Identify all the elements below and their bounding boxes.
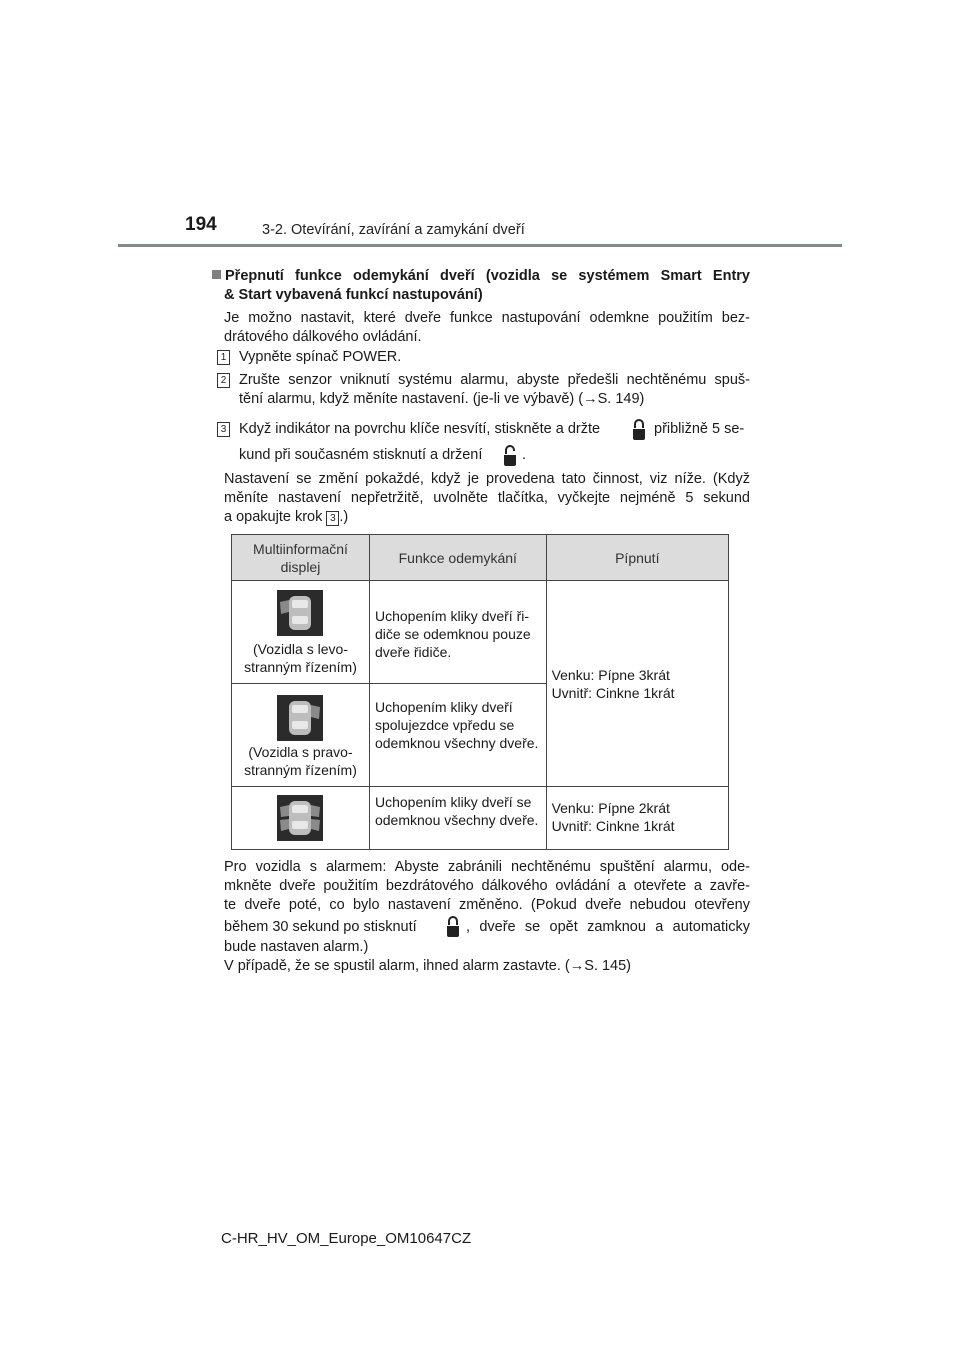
step-3-text-a: Když indikátor na povrchu klíče nesvítí, stiskněte a držte: [239, 421, 601, 437]
car-passenger-door-icon: [277, 695, 323, 741]
beep-cell-1: Venku: Pípne 3krát Uvnitř: Cinkne 1krát: [546, 581, 728, 787]
display-cell-rhd: (Vozidla s pravo-stranným řízením): [232, 684, 370, 787]
alarm-text-4a: během 30 sekund po stisknutí: [224, 919, 417, 935]
note-text-cont: měníte nastavení nepřetržitě, uvolněte tlačítka, vyčkejte nejméně 5 sekund: [224, 490, 750, 506]
alarm-text-2: mkněte dveře použitím bezdrátového dálkového ovládání a otevřete a zavře-: [224, 878, 750, 894]
function-cell-driver: Uchopením kliky dveří ři-diče se odemknou pouze dveře řidiče.: [369, 581, 546, 684]
display-cell-all: [232, 787, 370, 850]
section-title: Přepnutí funkce odemykání dveří (vozidla se systémem Smart Entry: [212, 267, 750, 286]
alarm-text-5: bude nastaven alarm.): [224, 939, 369, 955]
note-text: Nastavení se změní pokaždé, když je provedena tato činnost, viz níže. (Když: [224, 471, 750, 487]
note-text-end: a opakujte krok 3 .): [224, 509, 349, 525]
step-1-text: Vypněte spínač POWER.: [239, 349, 402, 365]
unlock-icon: [502, 443, 518, 467]
table-row: [232, 581, 729, 684]
section-title-cont: & Start vybavená funkcí nastupování): [224, 287, 483, 303]
step-3-text-c: kund při současném stisknutí a držení: [239, 447, 483, 463]
alarm-text-3: te dveře poté, co bylo nastavení změněno. (Pokud dveře nebudou otevřeny: [224, 897, 750, 913]
lock-icon: [631, 417, 647, 441]
table-header-function: Funkce odemykání: [369, 535, 546, 581]
step-number-3: 3: [217, 422, 230, 437]
unlock-function-table: [231, 534, 729, 850]
step-3-text-b: přibližně 5 se-: [654, 421, 745, 437]
header-divider: [118, 244, 842, 247]
car-driver-door-icon: [277, 590, 323, 636]
table-header-row: [232, 535, 729, 581]
document-id: C-HR_HV_OM_Europe_OM10647CZ: [221, 1230, 472, 1247]
table-header-beep: Pípnutí: [546, 535, 728, 581]
beep-cell-2: Venku: Pípne 2krát Uvnitř: Cinkne 1krát: [546, 787, 728, 850]
step-ref-3: 3: [326, 511, 339, 526]
bullet-square-icon: [212, 270, 221, 279]
intro-text: Je možno nastavit, které dveře funkce nastupování odemkne použitím bez-: [224, 310, 750, 326]
intro-text-cont: drátového dálkového ovládání.: [224, 329, 422, 345]
page-number: 194: [185, 214, 217, 235]
display-cell-lhd: (Vozidla s levo-stranným řízením): [232, 581, 370, 684]
step-2-text-cont: tění alarmu, když měníte nastavení. (je-li ve výbavě) (→S. 149): [239, 391, 645, 407]
step-number-2: 2: [217, 373, 230, 388]
table-row: [232, 787, 729, 850]
step-2-text: Zrušte senzor vniknutí systému alarmu, abyste předešli nechtěnému spuš-: [239, 372, 750, 388]
lock-icon: [445, 914, 461, 938]
alarm-text-1: Pro vozidla s alarmem: Abyste zabránili nechtěnému spuštění alarmu, ode-: [224, 859, 750, 875]
step-3-text-d: .: [522, 447, 527, 463]
chapter-title: 3-2. Otevírání, zavírání a zamykání dveří: [262, 222, 525, 238]
table-header-display: Multiinformační displej: [232, 535, 370, 581]
alarm-text-6: V případě, že se spustil alarm, ihned alarm zastavte. (→S. 145): [224, 958, 631, 974]
function-cell-all: Uchopením kliky dveří se odemknou všechny dveře.: [369, 787, 546, 850]
car-all-doors-icon: [277, 795, 323, 841]
alarm-text-4b: , dveře se opět zamknou a automaticky: [466, 919, 750, 935]
function-cell-passenger: Uchopením kliky dveří spolujezdce vpředu se odemknou všechny dveře.: [369, 684, 546, 787]
step-number-1: 1: [217, 350, 230, 365]
